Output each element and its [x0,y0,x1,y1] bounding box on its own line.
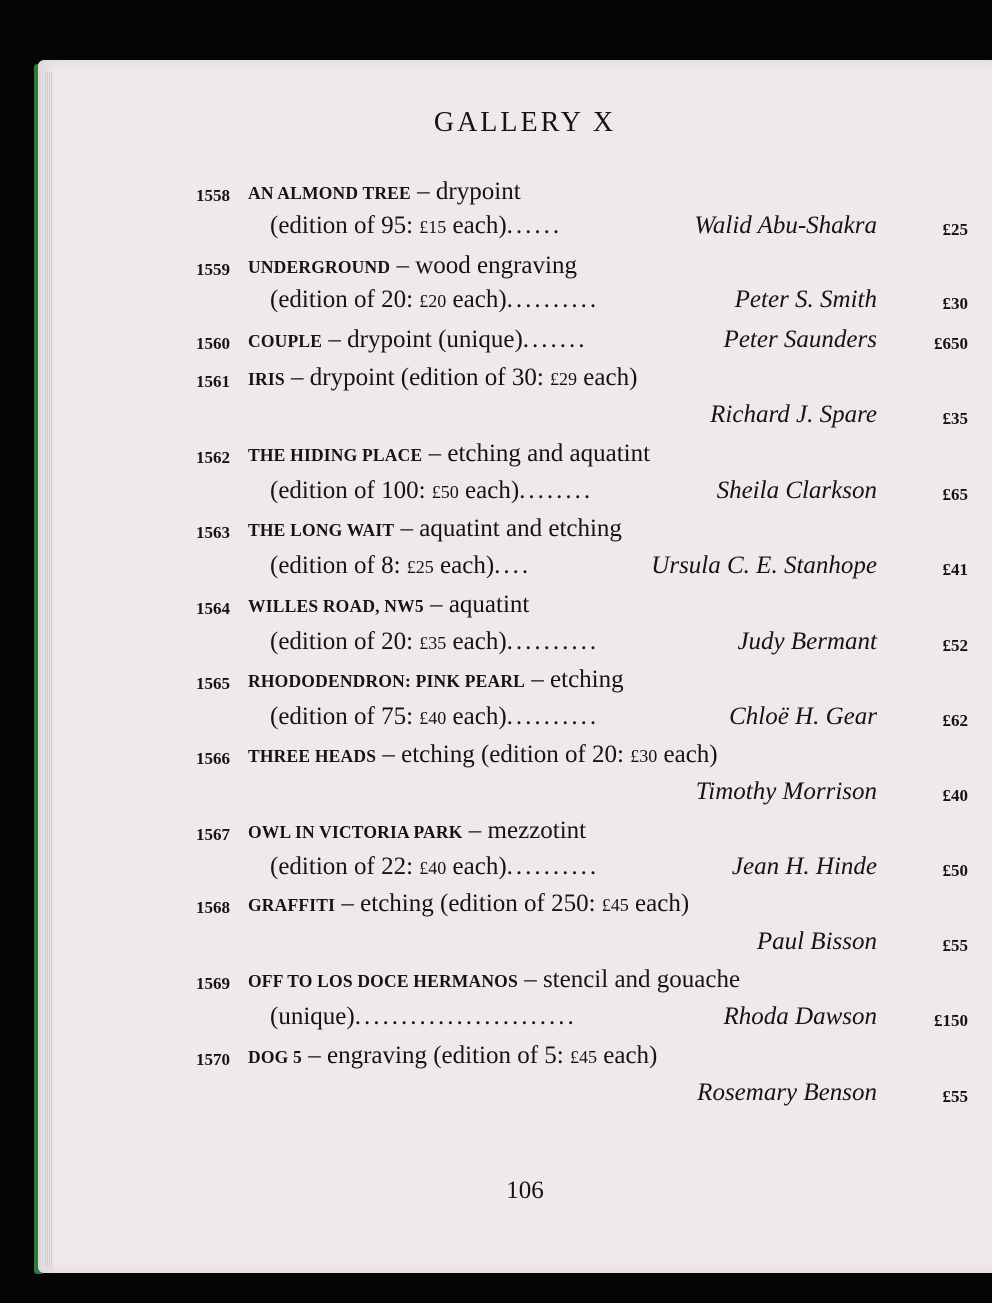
dot-leader: ....... [522,326,588,353]
entry-title: THE LONG WAIT [248,520,395,540]
entry-heading [38,178,992,208]
entry-medium: – wood engraving [390,252,577,279]
entry-title: IRIS [248,369,285,389]
dot-leader: .......... [506,286,600,313]
entry-detail: (edition of 95: £15 each)...... Walid Abu-Shakra £25 [270,212,968,239]
artist-name: Ursula C. E. Stanhope [651,552,877,579]
artist-name: Chloë H. Gear [729,703,877,730]
entry-number: 1559 [196,260,230,279]
price: £30 [942,294,968,313]
entry-medium: – etching (edition of 250: [335,890,602,917]
entry-title: RHODODENDRON: PINK PEARL [248,671,526,691]
entry-medium: – aquatint [423,591,530,618]
artist-name: Timothy Morrison [695,778,877,805]
entry-heading: 1566 THREE HEADS – etching (edition of 20: £30 each) [196,741,718,768]
entry-medium: – etching [525,666,624,693]
entry-number: 1562 [196,448,230,467]
artist-name: Richard J. Spare [710,401,877,428]
entry-medium: – drypoint [410,178,521,205]
entry-heading: 1570 DOG 5 – engraving (edition of 5: £45 each) [196,1042,658,1069]
price: £25 [942,220,968,239]
dot-leader: .... [494,552,532,579]
entry-detail [38,1079,992,1109]
artist-name: Judy Bermant [737,628,877,655]
entry-detail: (edition of 75: £40 each).......... Chloë H. Gear £62 [270,703,968,730]
artist-name: Paul Bisson [756,928,877,955]
entry-medium: – drypoint (edition of 30: [284,364,551,391]
entry-detail: (edition of 20: £35 each).......... Judy Bermant £52 [270,628,968,655]
artist-name: Jean H. Hinde [731,853,877,880]
entry-detail: (unique)........................ Rhoda Dawson £150 [270,1003,968,1030]
entry-number: 1564 [196,599,230,618]
entry-number: 1558 [196,186,230,205]
artist-name: Rhoda Dawson [723,1003,877,1030]
entry-number: 1570 [196,1050,230,1069]
artist-name: Rosemary Benson [697,1079,877,1106]
artist-name: Peter S. Smith [734,286,877,313]
entry-number: 1567 [196,825,230,844]
entry-detail [38,401,992,431]
entry-detail: (edition of 22: £40 each).......... Jean H. Hinde £50 [270,853,968,880]
dot-leader: ........................ [354,1003,577,1030]
entry-detail: (edition of 20: £20 each).......... Peter S. Smith £30 [270,286,968,313]
entry-medium: – etching and aquatint [422,440,651,467]
entry-medium: – etching (edition of 20: [376,741,631,768]
entry-heading [38,440,992,470]
entry-detail: (edition of 8: £25 each).... Ursula C. E. Stanhope £41 [270,552,968,579]
entry-heading [38,252,992,282]
entry-heading [38,817,992,847]
entry-number: 1563 [196,523,230,542]
price: £40 [942,786,968,805]
entry-heading [38,966,992,996]
artist-name: Sheila Clarkson [716,477,877,504]
entry-medium: – aquatint and etching [394,515,622,542]
price: £41 [942,560,968,579]
entry-title: OFF TO LOS DOCE HERMANOS [248,971,518,991]
entry-number: 1568 [196,898,230,917]
entry-title: AN ALMOND TREE [248,183,411,203]
dot-leader: ........ [519,477,594,504]
page-number: 106 [506,1177,544,1204]
artist-name: Peter Saunders [723,326,877,353]
entry-heading [38,515,992,545]
entry-heading: 1568 GRAFFITI – etching (edition of 250: £45 each) [196,890,690,917]
entry-detail: (edition of 100: £50 each)........ Sheila Clarkson £65 [270,477,968,504]
catalogue-page [38,60,992,1273]
entry-heading [38,591,992,621]
price: £62 [942,711,968,730]
price: £55 [942,936,968,955]
dot-leader: .......... [506,628,600,655]
entry-heading [38,326,992,356]
entry-title: UNDERGROUND [248,257,391,277]
entry-number: 1566 [196,749,230,768]
price: £650 [934,334,968,353]
entry-medium: – stencil and gouache [517,966,741,993]
entry-title: OWL IN VICTORIA PARK [248,822,463,842]
entry-title: COUPLE [248,331,323,351]
entry-number: 1560 [196,334,230,353]
dot-leader: ...... [506,212,563,239]
entry-medium: – drypoint (unique) [322,326,523,353]
entry-heading: 1561 IRIS – drypoint (edition of 30: £29 each) [196,364,638,391]
entry-title: THREE HEADS [248,746,377,766]
entry-number: 1561 [196,372,230,391]
artist-name: Walid Abu-Shakra [694,212,877,239]
price: £35 [942,409,968,428]
entry-detail [38,928,992,958]
entry-title: GRAFFITI [248,895,336,915]
entry-detail [38,778,992,808]
price: £65 [942,485,968,504]
price: £55 [942,1087,968,1106]
entry-number: 1565 [196,674,230,693]
entry-title: DOG 5 [248,1047,302,1067]
price: £52 [942,636,968,655]
entry-number: 1569 [196,974,230,993]
dot-leader: .......... [506,703,600,730]
price: £150 [934,1011,968,1030]
price: £50 [942,861,968,880]
entry-title: THE HIDING PLACE [248,445,423,465]
page-edges [44,72,52,1267]
dot-leader: .......... [506,853,600,880]
entry-medium: – engraving (edition of 5: [302,1042,570,1069]
page-title: GALLERY X [433,107,617,138]
entry-medium: – mezzotint [462,817,587,844]
entry-heading [38,666,992,696]
entry-title: WILLES ROAD, NW5 [248,596,424,616]
